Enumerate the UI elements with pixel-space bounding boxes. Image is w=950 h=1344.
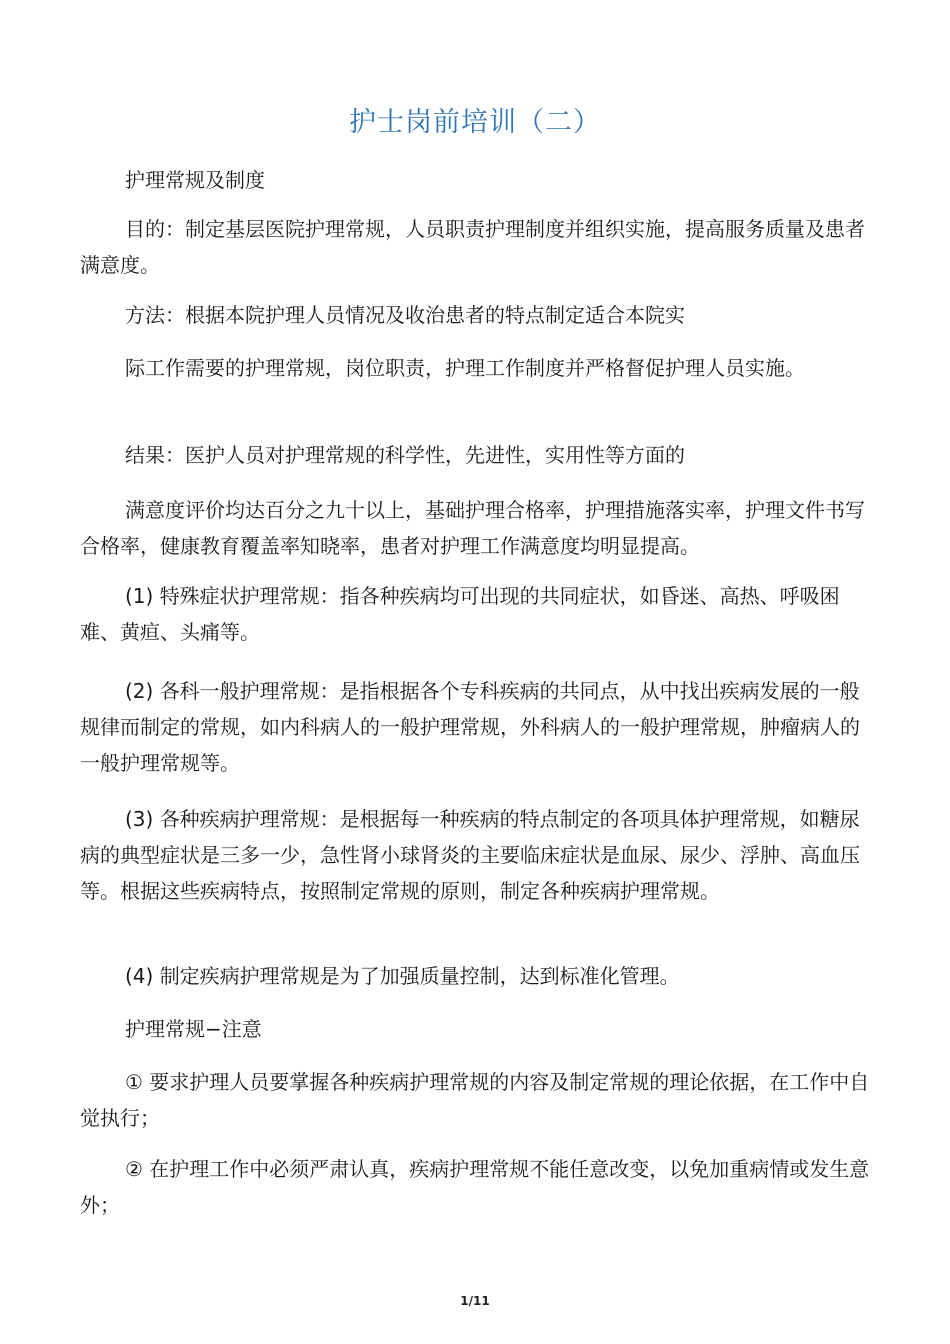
paragraph-result-continued: 满意度评价均达百分之九十以上，基础护理合格率，护理措施落实率，护理文件书写合格率，健康教育覆盖率知晓率，患者对护理工作满意度均明显提高。 <box>80 498 865 558</box>
paragraph-section-heading: 护理常规及制度 <box>125 168 265 192</box>
page-number: 1/11 <box>460 1294 490 1308</box>
paragraph-notes-heading: 护理常规−注意 <box>125 1017 262 1041</box>
paragraph-item-2: (2) 各科一般护理常规：是指根据各个专科疾病的共同点，从中找出疾病发展的一般规律而制定的常规，如内科病人的一般护理常规，外科病人的一般护理常规，肿瘤病人的一般护理常规等。 <box>80 679 860 775</box>
paragraph-purpose: 目的：制定基层医院护理常规，人员职责护理制度并组织实施，提高服务质量及患者满意度。 <box>80 217 865 277</box>
paragraph-note-1: ① 要求护理人员要掌握各种疾病护理常规的内容及制定常规的理论依据，在工作中自觉执行； <box>80 1070 870 1130</box>
paragraph-item-4: (4) 制定疾病护理常规是为了加强质量控制，达到标准化管理。 <box>125 964 680 988</box>
paragraph-method: 方法：根据本院护理人员情况及收治患者的特点制定适合本院实 <box>125 303 685 327</box>
paragraph-item-1: (1) 特殊症状护理常规：指各种疾病均可出现的共同症状，如昏迷、高热、呼吸困难、黄疸、头痛等。 <box>80 584 840 644</box>
paragraph-item-3: (3) 各种疾病护理常规：是根据每一种疾病的特点制定的各项具体护理常规，如糖尿病的典型症状是三多一少，急性肾小球肾炎的主要临床症状是血尿、尿少、浮肿、高血压等。根据这些疾病特点，按照制定常规的原则，制定各种疾病护理常规。 <box>80 807 860 903</box>
paragraph-method-continued: 际工作需要的护理常规，岗位职责，护理工作制度并严格督促护理人员实施。 <box>125 356 805 380</box>
document-title: 护士岗前培训（二） <box>349 107 601 138</box>
paragraph-result: 结果：医护人员对护理常规的科学性，先进性，实用性等方面的 <box>125 443 685 467</box>
paragraph-note-2: ② 在护理工作中必须严肃认真，疾病护理常规不能任意改变，以免加重病情或发生意外； <box>80 1157 870 1217</box>
